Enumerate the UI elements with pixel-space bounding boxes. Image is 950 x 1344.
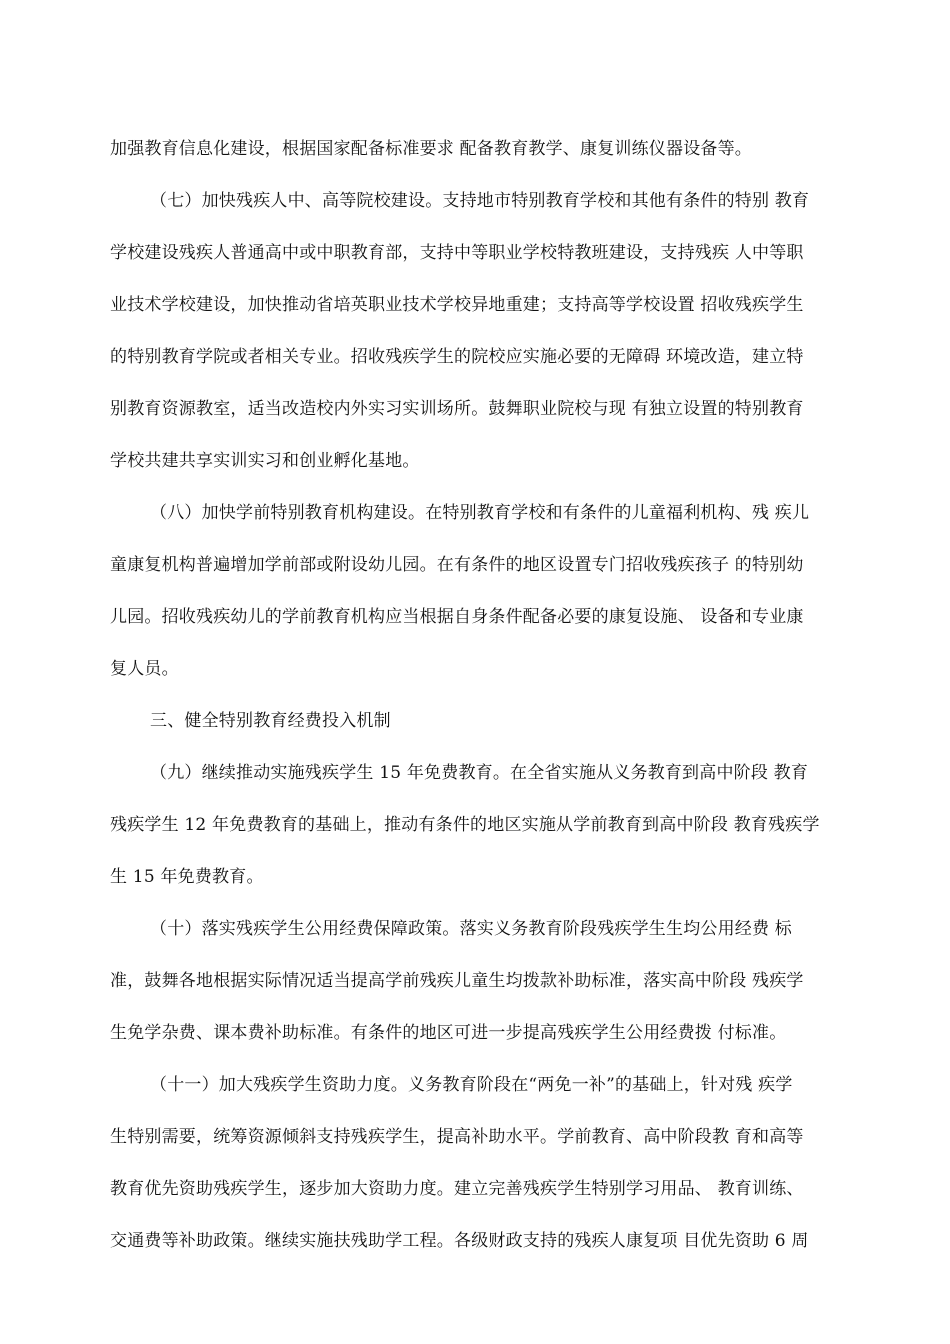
text-line: （八）加快学前特别教育机构建设。在特别教育学校和有条件的儿童福利机构、残 疾儿 (150, 503, 810, 523)
paragraph-item-10 (110, 903, 850, 1059)
text-line: 复人员。 (110, 659, 179, 679)
paragraph-item-7 (110, 175, 850, 487)
paragraph-item-8 (110, 487, 850, 695)
text-line: 生免学杂费、课本费补助标准。有条件的地区可进一步提高残疾学生公用经费拨 付标准。 (110, 1023, 787, 1043)
text-line: （九）继续推动实施残疾学生 15 年免费教育。在全省实施从义务教育到高中阶段 教育 (150, 763, 809, 783)
text-line: 学校共建共享实训实习和创业孵化基地。 (110, 451, 420, 471)
text-line: 童康复机构普遍增加学前部或附设幼儿园。在有条件的地区设置专门招收残疾孩子 的特别幼 (110, 555, 804, 575)
text-line: 儿园。招收残疾幼儿的学前教育机构应当根据自身条件配备必要的康复设施、 设备和专业康 (110, 607, 804, 627)
text-line: 别教育资源教室，适当改造校内外实习实训场所。鼓舞职业院校与现 有独立设置的特别教育 (110, 399, 804, 419)
text-line: 加强教育信息化建设，根据国家配备标准要求 配备教育教学、康复训练仪器设备等。 (110, 139, 753, 159)
text-line: 学校建设残疾人普通高中或中职教育部，支持中等职业学校特教班建设，支持残疾 人中等职 (110, 243, 804, 263)
paragraph-item-9 (110, 747, 850, 903)
section-heading: 三、健全特别教育经费投入机制 (150, 711, 391, 731)
text-line: 生 15 年免费教育。 (110, 867, 264, 887)
paragraph-continuation (110, 123, 850, 175)
text-line: 生特别需要，统筹资源倾斜支持残疾学生，提高补助水平。学前教育、高中阶段教 育和高等 (110, 1127, 804, 1147)
text-line: 的特别教育学院或者相关专业。招收残疾学生的院校应实施必要的无障碍 环境改造，建立特 (110, 347, 804, 367)
text-line: 残疾学生 12 年免费教育的基础上，推动有条件的地区实施从学前教育到高中阶段 教育残疾学 (110, 815, 820, 835)
section-heading-3 (110, 695, 850, 747)
text-line: 业技术学校建设，加快推动省培英职业技术学校异地重建；支持高等学校设置 招收残疾学生 (110, 295, 804, 315)
paragraph-item-11 (110, 1059, 850, 1267)
text-line: （十一）加大残疾学生资助力度。义务教育阶段在“两免一补”的基础上，针对残 疾学 (150, 1075, 793, 1095)
text-line: （十）落实残疾学生公用经费保障政策。落实义务教育阶段残疾学生生均公用经费 标 (150, 919, 793, 939)
text-line: （七）加快残疾人中、高等院校建设。支持地市特别教育学校和其他有条件的特别 教育 (150, 191, 810, 211)
text-line: 交通费等补助政策。继续实施扶残助学工程。各级财政支持的残疾人康复项 目优先资助 6 周 (110, 1231, 809, 1251)
text-line: 准，鼓舞各地根据实际情况适当提高学前残疾儿童生均拨款补助标准，落实高中阶段 残疾学 (110, 971, 804, 991)
text-line: 教育优先资助残疾学生，逐步加大资助力度。建立完善残疾学生特别学习用品、 教育训练、 (110, 1179, 804, 1199)
